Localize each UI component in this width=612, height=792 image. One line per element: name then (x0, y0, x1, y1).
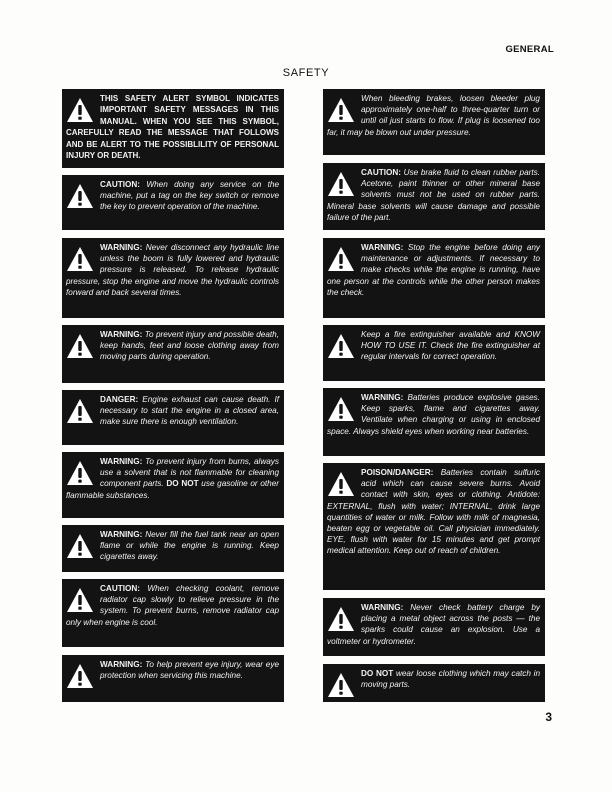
safety-alert-triangle-icon (66, 246, 94, 272)
box-text: To prevent injury and possible death, keep hands, feet and loose clothing away from moving parts during operation. (100, 330, 280, 362)
box-lead: CAUTION: (100, 180, 141, 189)
box-text: Stop the engine before doing any maintenance or adjustments. If necessary to make checks while the engine is running, have one person at the controls while the other person makes the check. (327, 243, 540, 297)
box-text: When checking coolant, remove radiator cap slowly to relieve pressure in the system. To prevent burns, remove radiator cap only when engine is cool. (66, 584, 279, 627)
box-text: Never disconnect any hydraulic line unless the boom is fully lowered and hydraulic pressure is released. To release hydraulic pressure, stop the engine and move the hydraulic controls forward and back several times. (66, 243, 279, 297)
box-text-tail: use gasoline or other flammable substances. (66, 479, 279, 500)
box-text: wear loose clothing which may catch in moving parts. (361, 669, 541, 690)
box-lead: WARNING: (100, 457, 143, 466)
warning-eye-protection-box (62, 655, 284, 702)
safety-alert-triangle-icon (66, 333, 94, 359)
box-lead: WARNING: (100, 243, 143, 252)
box-text: To help prevent eye injury, wear eye protection when servicing this machine. (100, 660, 279, 681)
box-lead: WARNING: (100, 660, 143, 669)
warning-batteries-gases-box (323, 388, 545, 456)
box-text: Batteries produce explosive gases. Keep sparks, flame and cigarettes away. Ventilate when charging or using in enclosed space. Always shield eyes when working near batteries. (327, 393, 540, 436)
loose-clothing-box (323, 664, 545, 702)
safety-alert-triangle-icon (66, 460, 94, 486)
fire-extinguisher-box (323, 325, 545, 381)
danger-exhaust-box (62, 390, 284, 445)
warning-stop-engine-box (323, 238, 545, 318)
box-text: THIS SAFETY ALERT SYMBOL INDICATES IMPORTANT SAFETY MESSAGES IN THIS MANUAL. WHEN YOU SEE THIS SYMBOL, CAREFULLY READ THE MESSAGE THAT FOLLOWS AND BE ALERT TO THE POSSIBLILITY OF PERSONAL INJURY OR DEATH. (66, 94, 279, 161)
box-text: Never fill the fuel tank near an open flame or while the engine is running. Keep cigarettes away. (100, 530, 279, 562)
warning-battery-charge-box (323, 598, 545, 656)
safety-alert-triangle-icon (327, 396, 355, 422)
box-text: Engine exhaust can cause death. If necessary to start the engine in a closed area, make sure there is enough ventilation. (100, 395, 279, 427)
box-lead: CAUTION: (100, 584, 141, 593)
box-text: Keep a fire extinguisher available and KNOW HOW TO USE IT. Check the fire extinguisher at regular intervals for correct operation. (361, 330, 540, 362)
page-number: 3 (545, 710, 552, 724)
box-lead: POISON/DANGER: (361, 468, 434, 477)
box-lead: WARNING: (361, 603, 404, 612)
safety-alert-triangle-icon (327, 246, 355, 272)
box-text: Never check battery charge by placing a metal object across the posts — the sparks could cause an explosion. Use a voltmeter or hydrometer. (327, 603, 540, 646)
box-text: To prevent injury from burns, always use a solvent that is not flammable for cleaning component parts. (100, 457, 279, 489)
box-text: When doing any service on the machine, put a tag on the key switch or remove the key to prevent operation of the machine. (100, 180, 279, 212)
box-lead: DANGER: (100, 395, 139, 404)
safety-alert-triangle-icon (327, 471, 355, 497)
safety-alert-triangle-icon (327, 97, 355, 123)
safety-alert-triangle-icon (327, 672, 355, 698)
warning-hydraulic-line-box (62, 238, 284, 318)
header-section-label: GENERAL (505, 44, 554, 55)
safety-alert-triangle-icon (327, 333, 355, 359)
warning-fuel-tank-box (62, 525, 284, 572)
safety-alert-triangle-icon (66, 183, 94, 209)
caution-brake-fluid-box (323, 163, 545, 230)
page-title: SAFETY (282, 67, 330, 79)
poison-danger-acid-box (323, 463, 545, 590)
bleeding-brakes-box (323, 89, 545, 155)
box-text: When bleeding brakes, loosen bleeder plug approximately one-half to three-quarter turn or until oil just starts to flow. If plug is loosened too far, it may be blown out under pressure. (327, 94, 540, 137)
box-lead: CAUTION: (361, 168, 402, 177)
box-lead: WARNING: (100, 530, 143, 539)
safety-alert-triangle-icon (66, 398, 94, 424)
box-text: Batteries contain sulfuric acid which can cause severe burns. Avoid contact with skin, eyes or clothing. Antidote: EXTERNAL, flush with water; INTERNAL, drink large quantities of water or milk. Follow with milk of magnesia, beaten egg or vegetable oil. Call physician immediately. EYE, flush with water for 15 minutes and get prompt medical attention. Keep out of reach of children. (327, 468, 540, 556)
caution-key-switch-box (62, 175, 284, 230)
box-emphasis: DO NOT (361, 669, 394, 678)
safety-alert-intro-box (62, 89, 284, 168)
box-lead: WARNING: (361, 243, 404, 252)
caution-coolant-box (62, 579, 284, 647)
warning-moving-parts-box (62, 325, 284, 383)
safety-alert-triangle-icon (66, 663, 94, 689)
warning-solvent-box (62, 452, 284, 518)
safety-alert-triangle-icon (66, 587, 94, 613)
box-emphasis: DO NOT (166, 479, 199, 489)
safety-alert-triangle-icon (66, 533, 94, 559)
box-lead: WARNING: (361, 393, 404, 402)
box-lead: WARNING: (100, 330, 143, 339)
safety-alert-triangle-icon (327, 606, 355, 632)
box-text: Use brake fluid to clean rubber parts. Acetone, paint thinner or other mineral base solvents must not be used on rubber parts. Mineral base solvents will cause damage and possible failure of the part. (327, 168, 540, 222)
safety-alert-triangle-icon (66, 97, 94, 123)
safety-alert-triangle-icon (327, 171, 355, 197)
